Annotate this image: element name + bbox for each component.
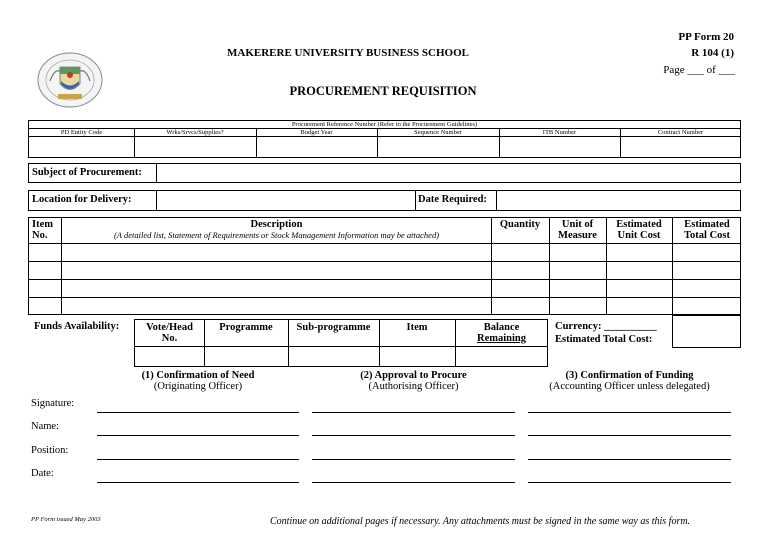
col-est-unit-line1: Estimated: [616, 219, 662, 230]
funds-col-balance-line2: Remaining: [476, 333, 526, 344]
estimated-total-label: Estimated Total Cost:: [555, 334, 653, 345]
confirmation-of-need-heading: [97, 370, 299, 392]
col2-subtitle: (Authorising Officer): [368, 381, 459, 392]
col-description: [62, 219, 491, 241]
approval-to-procure-heading: [312, 370, 515, 392]
date-line-need[interactable]: [97, 482, 299, 483]
funds-input-item[interactable]: [380, 347, 455, 367]
col-est-total-line2: Total Cost: [684, 230, 730, 241]
ref-input-works-services[interactable]: [134, 137, 256, 158]
confirmation-of-funding-heading: [528, 370, 731, 392]
signature-line-funding[interactable]: [528, 412, 731, 413]
funds-col-item: Item: [406, 322, 428, 333]
location-input[interactable]: [157, 191, 415, 210]
col-description-title: Description: [250, 219, 303, 230]
col3-title: (3) Confirmation of Funding: [565, 370, 694, 381]
col-unit-of-measure: [549, 219, 606, 241]
position-line-approval[interactable]: [312, 459, 515, 460]
funds-input-programme[interactable]: [205, 347, 288, 367]
col-item-no-line2: No.: [32, 230, 48, 241]
ref-col-pd-entity: PD Entity Code: [60, 129, 103, 136]
name-line-funding[interactable]: [528, 435, 731, 436]
reference-caption: Procurement Reference Number (Refer to the Procurement Guidelines): [291, 121, 478, 128]
date-required-label: Date Required:: [418, 194, 487, 205]
currency-field[interactable]: Currency: __________: [555, 321, 657, 332]
table-row[interactable]: [29, 244, 740, 261]
col-quantity: Quantity: [499, 219, 541, 230]
institution-name: MAKERERE UNIVERSITY BUSINESS SCHOOL: [227, 47, 469, 59]
date-line-funding[interactable]: [528, 482, 731, 483]
funds-table: [134, 319, 548, 367]
ref-col-itb: ITB Number: [542, 129, 577, 136]
col-est-unit-line2: Unit Cost: [617, 230, 661, 241]
funds-col-subprogramme: Sub-programme: [296, 322, 371, 333]
subject-input[interactable]: [157, 164, 740, 182]
page-title: PROCUREMENT REQUISITION: [289, 84, 477, 98]
reference-number-block: [28, 120, 741, 158]
name-line-need[interactable]: [97, 435, 299, 436]
ref-col-contract: Contract Number: [657, 129, 704, 136]
date-line-approval[interactable]: [312, 482, 515, 483]
funds-input-vote[interactable]: [135, 347, 204, 367]
funds-col-vote: [135, 322, 204, 344]
funds-col-programme: Programme: [219, 322, 273, 333]
ref-input-pd-entity[interactable]: [29, 137, 134, 158]
date-label: Date:: [31, 468, 54, 479]
col1-title: (1) Confirmation of Need: [141, 370, 255, 381]
page-of: Page ___ of ___: [663, 64, 735, 76]
date-required-input[interactable]: [497, 191, 740, 210]
name-label: Name:: [31, 421, 59, 432]
items-table: [28, 217, 741, 315]
location-row: [28, 190, 741, 211]
col2-title: (2) Approval to Procure: [360, 370, 467, 381]
funds-input-subprogramme[interactable]: [289, 347, 379, 367]
name-line-approval[interactable]: [312, 435, 515, 436]
col1-subtitle: (Originating Officer): [153, 381, 243, 392]
col-est-total-line1: Estimated: [684, 219, 730, 230]
ref-input-itb[interactable]: [499, 137, 620, 158]
col-unit-line2: Measure: [558, 230, 597, 241]
col3-subtitle: (Accounting Officer unless delegated): [549, 381, 710, 392]
col-unit-line1: Unit of: [561, 219, 594, 230]
subject-row: [28, 163, 741, 183]
funds-availability-label: Funds Availability:: [34, 321, 120, 332]
signature-label: Signature:: [31, 398, 75, 409]
table-row[interactable]: [29, 280, 740, 297]
university-logo: [36, 51, 104, 109]
funds-col-vote-line1: Vote/Head: [146, 322, 193, 333]
col-item-no: [29, 219, 64, 241]
col-est-total-cost: [672, 219, 742, 241]
table-row[interactable]: [29, 298, 740, 315]
ref-col-sequence: Sequence Number: [414, 129, 462, 136]
form-issued-note: PP Form issued May 2003: [31, 516, 101, 523]
ref-col-works-services: Wrks/Srvcs/Supplies?: [166, 129, 224, 136]
signature-line-approval[interactable]: [312, 412, 515, 413]
estimated-total-box[interactable]: [672, 315, 741, 348]
col-description-note: (A detailed list, Statement of Requirements or Stock Management Information may be attached): [113, 230, 440, 240]
subject-label: Subject of Procurement:: [32, 167, 142, 178]
signature-line-need[interactable]: [97, 412, 299, 413]
ref-col-budget-year: Budget Year: [300, 129, 333, 136]
funds-col-balance: [455, 322, 548, 344]
footer-instruction: Continue on additional pages if necessary. Any attachments must be signed in the same way as this form.: [270, 516, 691, 527]
form-ref: R 104 (1): [691, 47, 734, 59]
ref-input-contract[interactable]: [620, 137, 741, 158]
funds-col-balance-line1: Balance: [483, 322, 520, 333]
location-label: Location for Delivery:: [32, 194, 132, 205]
funds-input-balance[interactable]: [456, 347, 548, 367]
col-est-unit-cost: [606, 219, 672, 241]
position-label: Position:: [31, 445, 69, 456]
table-row[interactable]: [29, 262, 740, 279]
ref-input-sequence[interactable]: [377, 137, 499, 158]
form-code: PP Form 20: [678, 31, 734, 43]
col-item-no-line1: Item: [32, 219, 53, 230]
ref-input-budget-year[interactable]: [256, 137, 377, 158]
funds-col-vote-line2: No.: [161, 333, 178, 344]
position-line-need[interactable]: [97, 459, 299, 460]
position-line-funding[interactable]: [528, 459, 731, 460]
